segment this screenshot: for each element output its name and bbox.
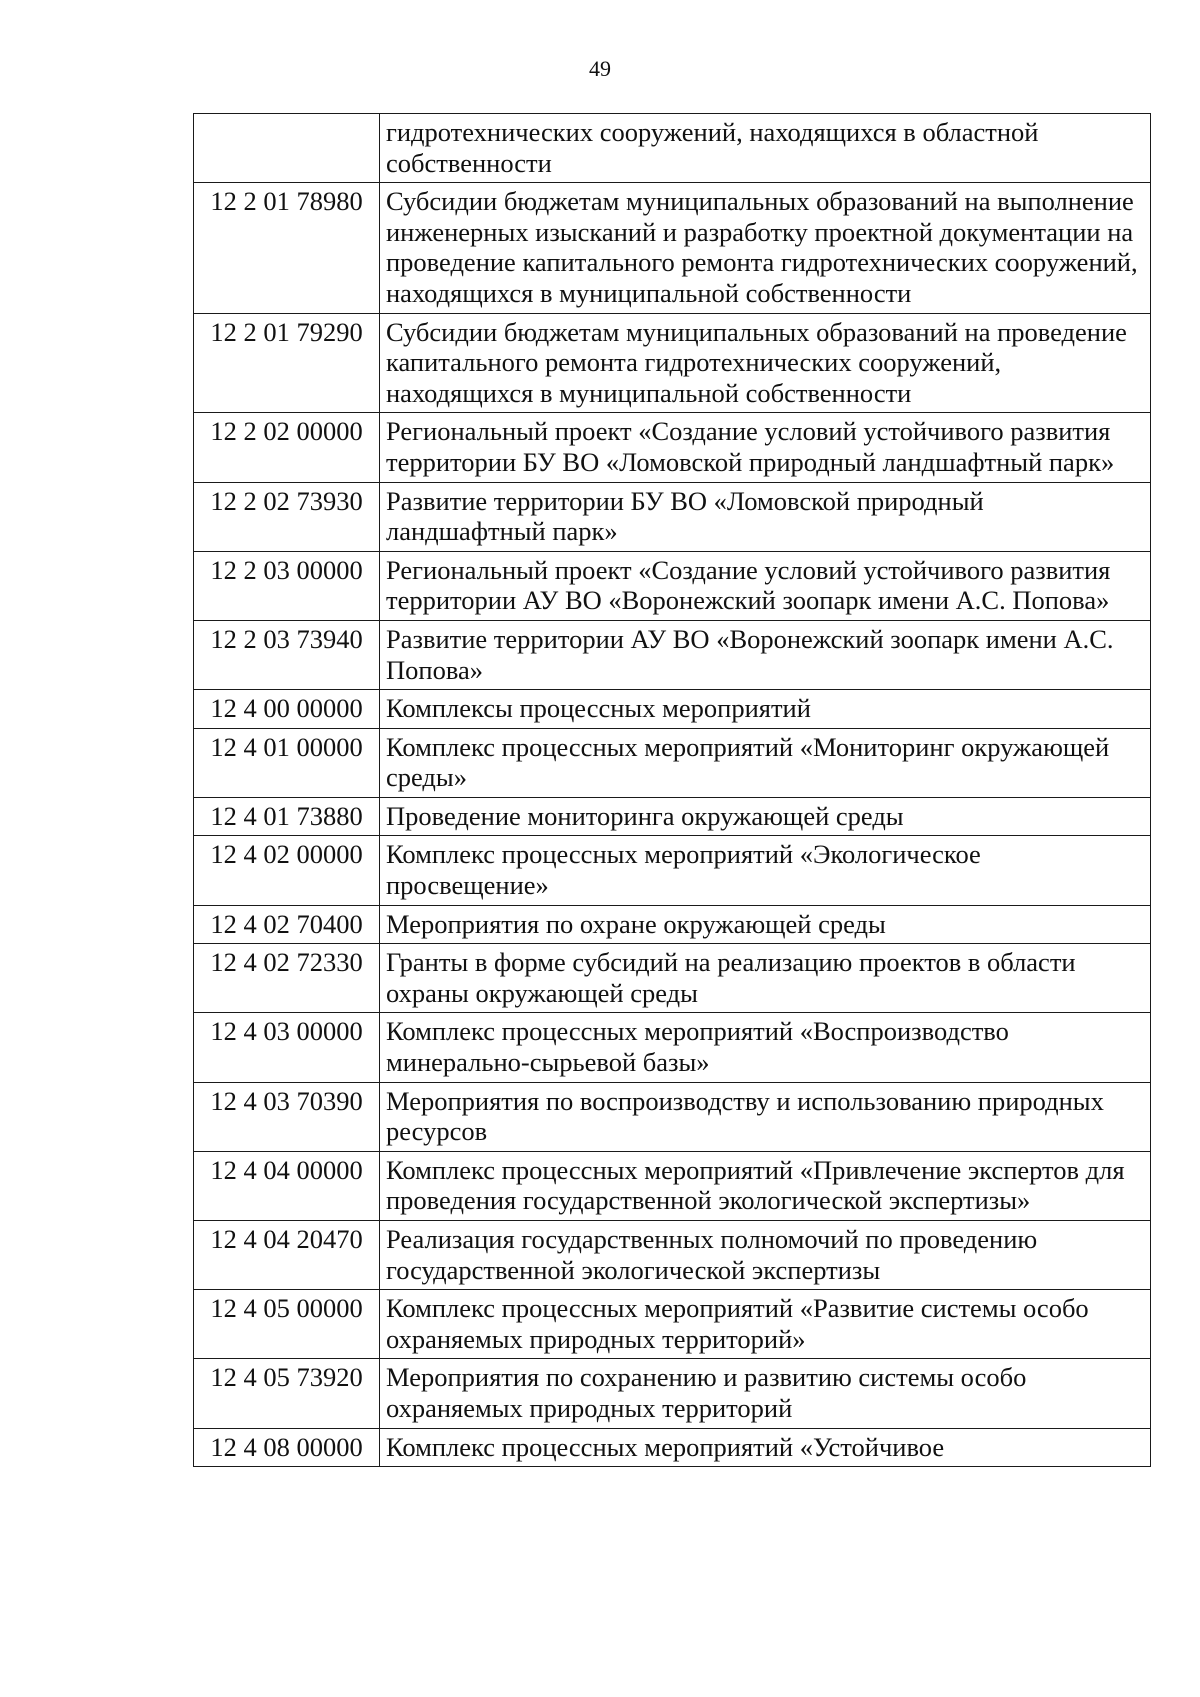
table-row [194,905,1151,944]
row-code: 12 2 03 73940 [194,620,380,689]
table-row [194,944,1151,1013]
row-description: гидротехнических сооружений, находящихся в областной собственности [380,114,1151,183]
row-description: Мероприятия по сохранению и развитию системы особо охраняемых природных территорий [380,1359,1151,1428]
row-code: 12 4 08 00000 [194,1428,380,1467]
row-code: 12 2 01 79290 [194,313,380,413]
row-description: Развитие территории БУ ВО «Ломовской природный ландшафтный парк» [380,482,1151,551]
row-code: 12 4 00 00000 [194,690,380,729]
row-description: Комплексы процессных мероприятий [380,690,1151,729]
row-code: 12 4 02 70400 [194,905,380,944]
table-row [194,1082,1151,1151]
row-code [194,114,380,183]
row-description: Комплекс процессных мероприятий «Экологическое просвещение» [380,836,1151,905]
row-code: 12 4 04 20470 [194,1221,380,1290]
row-code: 12 4 02 00000 [194,836,380,905]
table-row [194,1151,1151,1220]
table-row [194,690,1151,729]
table-row [194,1290,1151,1359]
row-code: 12 4 05 73920 [194,1359,380,1428]
row-code: 12 2 02 00000 [194,413,380,482]
row-description: Развитие территории АУ ВО «Воронежский зоопарк имени А.С. Попова» [380,620,1151,689]
row-description: Мероприятия по воспроизводству и использованию природных ресурсов [380,1082,1151,1151]
row-description: Комплекс процессных мероприятий «Привлечение экспертов для проведения государственной экологической экспертизы» [380,1151,1151,1220]
row-code: 12 2 01 78980 [194,183,380,313]
table-row [194,313,1151,413]
row-description: Гранты в форме субсидий на реализацию проектов в области охраны окружающей среды [380,944,1151,1013]
row-description: Проведение мониторинга окружающей среды [380,797,1151,836]
table-row [194,1013,1151,1082]
table-row [194,183,1151,313]
row-code: 12 4 03 70390 [194,1082,380,1151]
row-description: Субсидии бюджетам муниципальных образований на выполнение инженерных изысканий и разработку проектной документации на проведение капитального ремонта гидротехнических сооружений, находящихся в муниципальной собственности [380,183,1151,313]
table-row [194,1221,1151,1290]
budget-classification-table [193,113,1151,1467]
table-row [194,1428,1151,1467]
row-description: Реализация государственных полномочий по проведению государственной экологической экспертизы [380,1221,1151,1290]
table-row [194,836,1151,905]
table-row [194,797,1151,836]
row-description: Региональный проект «Создание условий устойчивого развития территории АУ ВО «Воронежский зоопарк имени А.С. Попова» [380,551,1151,620]
row-code: 12 4 02 72330 [194,944,380,1013]
row-code: 12 4 04 00000 [194,1151,380,1220]
table-row [194,551,1151,620]
table-row [194,482,1151,551]
table-row [194,114,1151,183]
row-code: 12 4 01 00000 [194,728,380,797]
table-row [194,728,1151,797]
row-description: Комплекс процессных мероприятий «Мониторинг окружающей среды» [380,728,1151,797]
row-description: Комплекс процессных мероприятий «Воспроизводство минерально-сырьевой базы» [380,1013,1151,1082]
row-code: 12 4 01 73880 [194,797,380,836]
table-row [194,413,1151,482]
row-code: 12 2 02 73930 [194,482,380,551]
row-description: Региональный проект «Создание условий устойчивого развития территории БУ ВО «Ломовской природный ландшафтный парк» [380,413,1151,482]
row-code: 12 4 05 00000 [194,1290,380,1359]
row-description: Мероприятия по охране окружающей среды [380,905,1151,944]
row-description: Комплекс процессных мероприятий «Устойчивое [380,1428,1151,1467]
page-number: 49 [589,56,611,81]
row-code: 12 2 03 00000 [194,551,380,620]
row-description: Субсидии бюджетам муниципальных образований на проведение капитального ремонта гидротехнических сооружений, находящихся в муниципальной собственности [380,313,1151,413]
table-row [194,1359,1151,1428]
row-description: Комплекс процессных мероприятий «Развитие системы особо охраняемых природных территорий» [380,1290,1151,1359]
row-code: 12 4 03 00000 [194,1013,380,1082]
table-row [194,620,1151,689]
